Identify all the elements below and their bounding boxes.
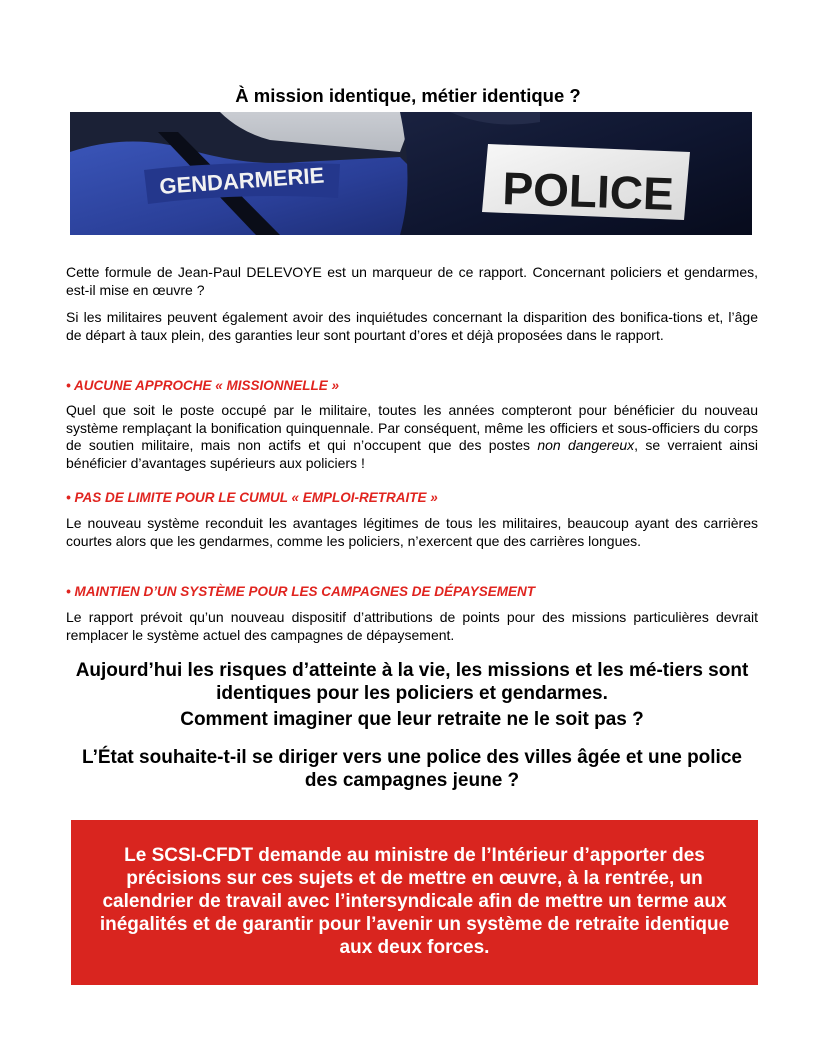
gendarmerie-patch-text: GENDARMERIE bbox=[158, 162, 325, 199]
section-heading-depaysement: • MAINTIEN D’UN SYSTÈME POUR LES CAMPAGNES DE DÉPAYSEMENT bbox=[66, 584, 536, 599]
header-photo bbox=[70, 112, 752, 235]
emphasis-risks: Aujourd’hui les risques d’atteinte à la vie, les missions et les mé-tiers sont identiques pour les policiers et gendarmes. bbox=[75, 660, 749, 704]
police-patch-text: POLICE bbox=[501, 162, 675, 220]
demand-box bbox=[71, 820, 758, 985]
section-body-missionnelle-part2: , se verraient ainsi bénéficier d’avantages supérieurs aux policiers ! bbox=[66, 437, 759, 471]
section-body-missionnelle bbox=[66, 402, 758, 472]
gendarmerie-police-photo bbox=[70, 112, 752, 235]
section-body-depaysement: Le rapport prévoit qu’un nouveau dispositif d’attributions de points pour des missions particulières devrait remplacer le système actuel des campagnes de dépaysement. bbox=[66, 609, 758, 643]
section-heading-missionnelle: • AUCUNE APPROCHE « MISSIONNELLE » bbox=[66, 378, 340, 393]
demand-text: Le SCSI-CFDT demande au ministre de l’Intérieur d’apporter des précisions sur ces sujets et de mettre en œuvre, à la rentrée, un calendrier de travail avec l’intersyndicale afin de mettre un terme aux inégalités et de garantir pour l’avenir un système de retraite identique aux deux forces. bbox=[99, 845, 730, 958]
emphasis-question: Comment imaginer que leur retraite ne le soit pas ? bbox=[180, 709, 644, 730]
section-body-missionnelle-part1: Quel que soit le poste occupé par le militaire, toutes les années compteront pour bénéficier du nouveau système remplaçant la bonification quinquennale. Par conséquent, même les officiers et sous-officiers du corps de soutien militaire, mais non actifs et qui n’occupent que des postes bbox=[66, 402, 758, 453]
section-body-cumul: Le nouveau système reconduit les avantages légitimes de tous les militaires, beaucoup ayant des carrières courtes alors que les gendarmes, comme les policiers, n’exercent que des carrières longues. bbox=[66, 515, 758, 549]
intro-paragraph-1: Cette formule de Jean-Paul DELEVOYE est un marqueur de ce rapport. Concernant policiers et gendarmes, est-il mise en œuvre ? bbox=[66, 264, 758, 298]
intro-paragraph-2: Si les militaires peuvent également avoir des inquiétudes concernant la disparition des bonifica-tions et, l’âge de départ à taux plein, des garanties leur sont pourtant d’ores et déjà proposées dans le rapport. bbox=[66, 309, 758, 343]
emphasis-etat-question: L’État souhaite-t-il se diriger vers une police des villes âgée et une police des campagnes jeune ? bbox=[82, 747, 742, 791]
section-heading-cumul: • PAS DE LIMITE POUR LE CUMUL « EMPLOI-RETRAITE » bbox=[66, 490, 438, 505]
section-body-missionnelle-italic: non dangereux bbox=[537, 437, 635, 453]
page-title: À mission identique, métier identique ? bbox=[235, 85, 581, 106]
